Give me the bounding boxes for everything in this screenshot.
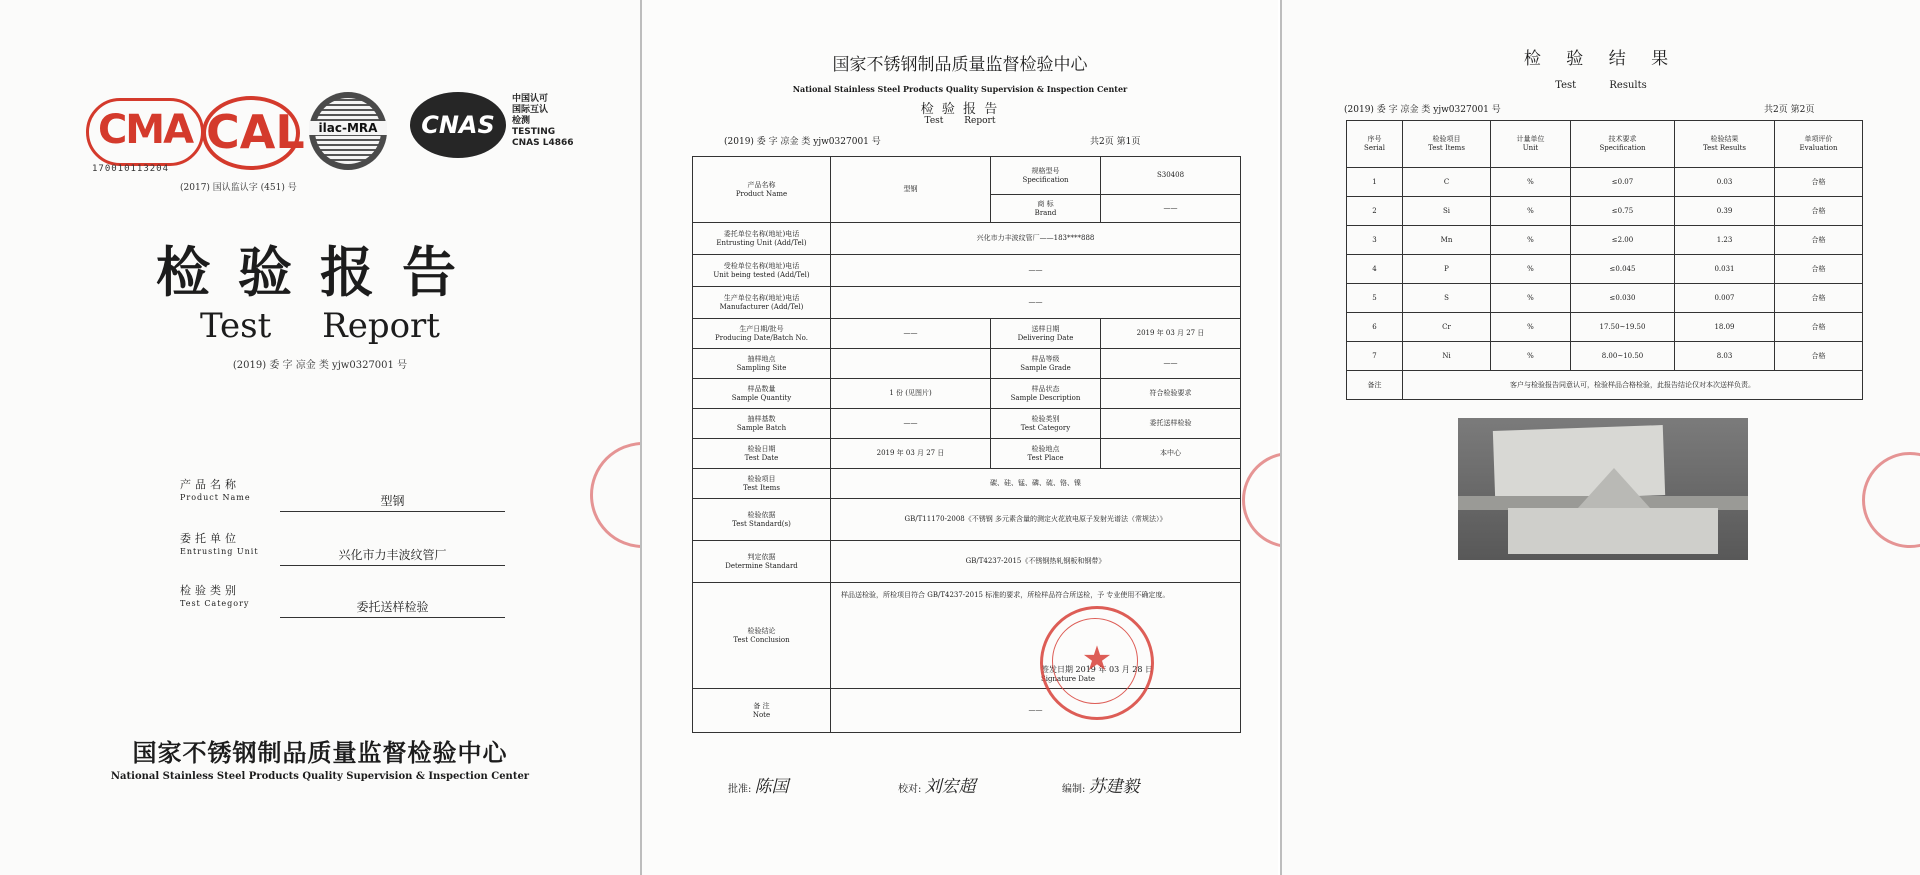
review-name: 刘宏超: [924, 777, 976, 797]
product-name-label: 产品名称 Product Name: [693, 157, 831, 223]
remark-label: 备注: [1347, 371, 1403, 400]
sign-date: 签发日期 2019 年 03 月 28 日: [1041, 665, 1153, 674]
sample-grade-label: 样品等级 Sample Grade: [991, 349, 1101, 379]
test-category-field: 检验类别 Test Category 委托送样检验: [180, 584, 510, 618]
table-row: 4 P % ≤0.045 0.031 合格: [1347, 255, 1863, 284]
sample-batch-value: ——: [831, 409, 991, 439]
cnas-caption: 中国认可 国际互认 检测 TESTING CNAS L4866: [512, 94, 574, 148]
header-test-items: 检验项目 Test Items: [1403, 121, 1491, 168]
header-specification: 技术要求 Specification: [1571, 121, 1675, 168]
category-value: 委托送样检验: [1101, 409, 1241, 439]
edit-name: 苏建毅: [1088, 777, 1140, 797]
table-row: 2 Si % ≤0.75 0.39 合格: [1347, 197, 1863, 226]
delivery-label: 送样日期 Delivering Date: [991, 319, 1101, 349]
report-title-cn: 检验报告: [156, 240, 484, 304]
table-row: 5 S % ≤0.030 0.007 合格: [1347, 284, 1863, 313]
remark-value: ——: [831, 689, 1241, 733]
product-name-value: 型钢: [831, 157, 991, 223]
red-seal-partial: [1862, 452, 1920, 548]
review-signature: 校对: 刘宏超: [898, 777, 976, 797]
entrusting-unit-field: 委托单位 Entrusting Unit 兴化市力丰波纹管厂: [180, 532, 510, 566]
report-title-en: Test Report: [924, 116, 996, 126]
approve-signature: 批准: 陈国: [728, 777, 789, 797]
entrusting-value: 兴化市力丰波纹管厂——183****888: [831, 223, 1241, 255]
cal-logo: CAL: [202, 96, 300, 170]
sample-batch-label: 抽样基数 Sample Batch: [693, 409, 831, 439]
batch-label: 生产日期/批号 Producing Date/Batch No.: [693, 319, 831, 349]
category-label: 检验类别 Test Category: [991, 409, 1101, 439]
determine-standard-value: GB/T4237-2015《不锈钢热轧钢板和钢带》: [831, 541, 1241, 583]
conclusion-label: 检验结论 Test Conclusion: [693, 583, 831, 689]
report-number: (2019) 委 字 凉金 类 yjw0327001 号: [724, 137, 881, 147]
header-evaluation: 单项评价 Evaluation: [1775, 121, 1863, 168]
test-items-label: 检验项目 Test Items: [693, 469, 831, 499]
test-items-value: 碳、硅、锰、磷、硫、铬、镍: [831, 469, 1241, 499]
table-row: 3 Mn % ≤2.00 1.23 合格: [1347, 226, 1863, 255]
description-value: 符合检验要求: [1101, 379, 1241, 409]
sign-date-en: Signature Date: [1041, 675, 1095, 683]
entrusting-label: 委托单位名称(地址)电话 Entrusting Unit (Add/Tel): [693, 223, 831, 255]
edit-signature: 编制: 苏建毅: [1062, 777, 1140, 797]
brand-value: ——: [1101, 195, 1241, 223]
conclusion-cell: [831, 583, 1241, 689]
results-title-en: Test Results: [1555, 80, 1647, 91]
quantity-value: 1 份 (见图片): [831, 379, 991, 409]
batch-value: ——: [831, 319, 991, 349]
manufacturer-label: 生产单位名称(地址)电话 Manufacturer (Add/Tel): [693, 287, 831, 319]
cma-logo: CMA: [86, 98, 204, 166]
quantity-label: 样品数量 Sample Quantity: [693, 379, 831, 409]
remark-label: 备 注 Note: [693, 689, 831, 733]
report-number: (2019) 委 字 凉金 类 yjw0327001 号: [1344, 105, 1501, 115]
page-count: 共2页 第2页: [1764, 105, 1815, 115]
conclusion-text: 样品送检验，所检项目符合 GB/T4237-2015 标准的要求，所检样品符合所送检，予 专业使用不确定度。: [841, 591, 1170, 599]
report-title-cn: 检 验 报 告: [920, 102, 1000, 117]
cal-number: (2017) 国认监认字 (451) 号: [180, 183, 297, 193]
description-label: 样品状态 Sample Description: [991, 379, 1101, 409]
report-number: (2019) 委 字 凉金 类 yjw0327001 号: [232, 360, 408, 371]
results-title-cn: 检 验 结 果: [1523, 49, 1679, 69]
table-row: 6 Cr % 17.50~19.50 18.09 合格: [1347, 313, 1863, 342]
report-cover-page: [0, 0, 640, 875]
center-name-cn: 国家不锈钢制品质量监督检验中心: [832, 55, 1088, 75]
test-standard-value: GB/T11170-2008《不锈钢 多元素含量的测定火花放电原子发射光谱法（常规法）》: [831, 499, 1241, 541]
test-date-label: 检验日期 Test Date: [693, 439, 831, 469]
cnas-logo: CNAS: [410, 92, 506, 158]
center-name-en: National Stainless Steel Products Quality Supervision & Inspection Center: [110, 771, 530, 782]
report-details-table: [692, 156, 1241, 733]
sampling-site-value: [831, 349, 991, 379]
manufacturer-value: ——: [831, 287, 1241, 319]
header-unit: 计量单位 Unit: [1491, 121, 1571, 168]
test-results-table: [1346, 120, 1863, 400]
test-results-page: [1282, 0, 1920, 875]
spec-value: S30408: [1101, 157, 1241, 195]
report-title-en: Test Report: [200, 306, 440, 346]
checked-unit-value: ——: [831, 255, 1241, 287]
sample-grade-value: ——: [1101, 349, 1241, 379]
approve-name: 陈国: [754, 777, 789, 797]
ilac-mra-logo: ilac-MRA: [309, 92, 387, 170]
header-serial: 序号 Serial: [1347, 121, 1403, 168]
sampling-site-label: 抽样地点 Sampling Site: [693, 349, 831, 379]
center-name-en: National Stainless Steel Products Quality Supervision & Inspection Center: [792, 84, 1128, 94]
product-name-field: 产品名称 Product Name 型钢: [180, 478, 510, 512]
header-test-results: 检验结果 Test Results: [1675, 121, 1775, 168]
red-inspection-seal: ★: [1040, 606, 1154, 720]
page-count: 共2页 第1页: [1090, 137, 1141, 147]
sample-photo: [1458, 418, 1748, 560]
table-row: 1 C % ≤0.07 0.03 合格: [1347, 168, 1863, 197]
test-standard-label: 检验依据 Test Standard(s): [693, 499, 831, 541]
remark-value: 客户与检验报告同意认可，检验样品合格检验，此报告结论仅对本次送样负责。: [1403, 371, 1863, 400]
table-row: 7 Ni % 8.00~10.50 8.03 合格: [1347, 342, 1863, 371]
brand-label: 商 标 Brand: [991, 195, 1101, 223]
place-label: 检验地点 Test Place: [991, 439, 1101, 469]
cma-number: 170010113204: [92, 164, 170, 174]
center-name-cn: 国家不锈钢制品质量监督检验中心: [132, 738, 508, 767]
spec-label: 规格型号 Specification: [991, 157, 1101, 195]
delivery-value: 2019 年 03 月 27 日: [1101, 319, 1241, 349]
place-value: 本中心: [1101, 439, 1241, 469]
checked-unit-label: 受检单位名称(地址)电话 Unit being tested (Add/Tel): [693, 255, 831, 287]
determine-standard-label: 判定依据 Determine Standard: [693, 541, 831, 583]
report-details-page: [642, 0, 1278, 875]
test-date-value: 2019 年 03 月 27 日: [831, 439, 991, 469]
